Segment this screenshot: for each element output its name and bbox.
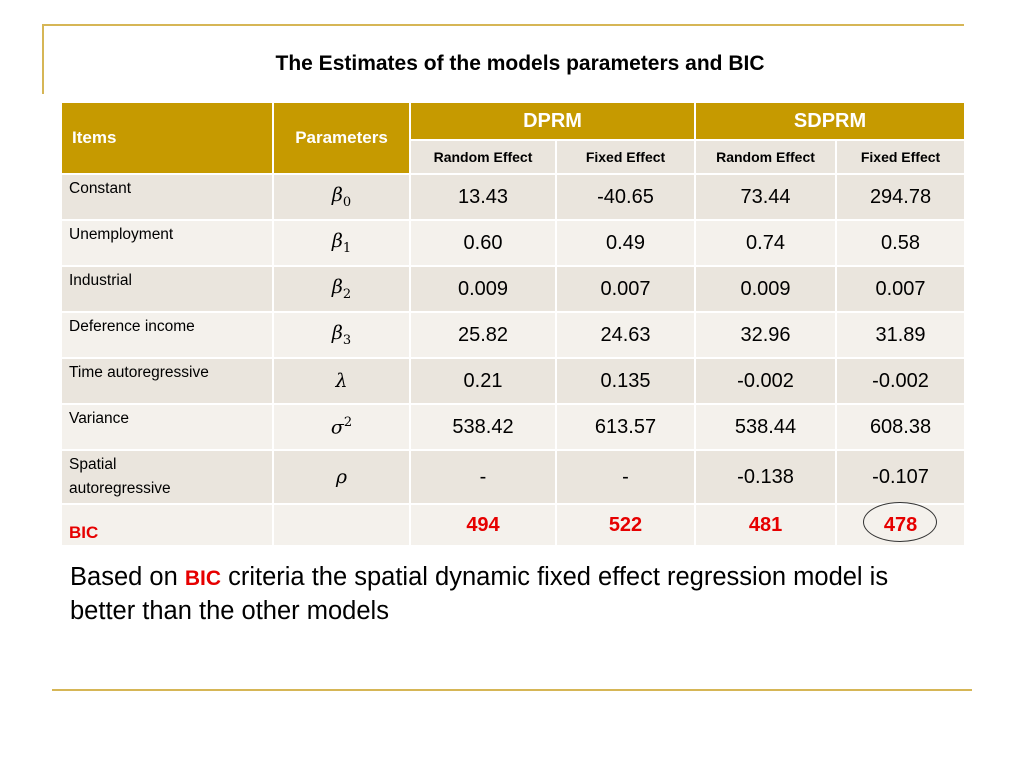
table-cell: -0.002: [695, 358, 836, 404]
table-cell: 538.42: [410, 404, 556, 450]
estimates-table: [60, 101, 966, 547]
table-cell: 294.78: [836, 174, 965, 220]
table-row: [61, 174, 965, 220]
table-cell: -0.107: [836, 450, 965, 504]
table-cell: 32.96: [695, 312, 836, 358]
subheader-sdprm-random: Random Effect: [695, 140, 836, 174]
bic-label: BIC: [61, 504, 273, 546]
subheader-dprm-random: Random Effect: [410, 140, 556, 174]
header-sdprm: SDPRM: [695, 102, 965, 140]
table-cell: 13.43: [410, 174, 556, 220]
table-row: [61, 450, 965, 504]
table-cell: 0.009: [695, 266, 836, 312]
subheader-dprm-fixed: Fixed Effect: [556, 140, 695, 174]
table-cell: 0.21: [410, 358, 556, 404]
bic-row: [61, 504, 965, 546]
table-cell: 0.74: [695, 220, 836, 266]
row-item-label: Deference income: [61, 312, 273, 358]
row-item-label: Variance: [61, 404, 273, 450]
bottom-rule: [52, 689, 972, 691]
table-cell: 73.44: [695, 174, 836, 220]
bic-value-best: 478: [836, 504, 965, 546]
row-parameter: $\beta_2$: [273, 266, 410, 312]
row-parameter: $\beta_3$: [273, 312, 410, 358]
row-item-label: Unemployment: [61, 220, 273, 266]
table-row: [61, 404, 965, 450]
table-row: [61, 220, 965, 266]
header-parameters: Parameters: [273, 102, 410, 174]
table-row: [61, 266, 965, 312]
header-dprm: DPRM: [410, 102, 695, 140]
row-parameter: $\beta_1$: [273, 220, 410, 266]
table-cell: 24.63: [556, 312, 695, 358]
row-item-label: Time autoregressive: [61, 358, 273, 404]
bic-value: 481: [695, 504, 836, 546]
row-item-label: Industrial: [61, 266, 273, 312]
table-cell: 25.82: [410, 312, 556, 358]
row-parameter: $\beta_0$: [273, 174, 410, 220]
table-cell: 0.007: [556, 266, 695, 312]
bic-value: 494: [410, 504, 556, 546]
page-title: The Estimates of the models parameters and BIC: [275, 52, 765, 75]
table-cell: -: [410, 450, 556, 504]
table-cell: 608.38: [836, 404, 965, 450]
table-row: [61, 358, 965, 404]
table-cell: 0.49: [556, 220, 695, 266]
subheader-sdprm-fixed: Fixed Effect: [836, 140, 965, 174]
table-cell: -: [556, 450, 695, 504]
conclusion-text: Based on BIC criteria the spatial dynamic fixed effect regression model is better than the other models: [70, 563, 889, 625]
table-cell: 0.009: [410, 266, 556, 312]
header-items: Items: [61, 102, 273, 174]
table-cell: 538.44: [695, 404, 836, 450]
table-cell: 31.89: [836, 312, 965, 358]
highlight-circle: [863, 502, 937, 542]
table-cell: 0.135: [556, 358, 695, 404]
table-cell: 613.57: [556, 404, 695, 450]
row-item-label: Spatial autoregressive: [61, 450, 273, 504]
top-rule: [42, 24, 964, 26]
table-cell: 0.58: [836, 220, 965, 266]
bic-highlight: BIC: [184, 567, 222, 590]
table-cell: -40.65: [556, 174, 695, 220]
table-cell: -0.138: [695, 450, 836, 504]
row-item-label: Constant: [61, 174, 273, 220]
row-parameter: $\sigma^2$: [273, 404, 410, 450]
bic-parameter-empty: [273, 504, 410, 546]
row-parameter: ρ: [273, 450, 410, 504]
row-parameter: λ: [273, 358, 410, 404]
table-cell: 0.60: [410, 220, 556, 266]
bic-value: 522: [556, 504, 695, 546]
table-cell: 0.007: [836, 266, 965, 312]
table-row: [61, 312, 965, 358]
table-cell: -0.002: [836, 358, 965, 404]
